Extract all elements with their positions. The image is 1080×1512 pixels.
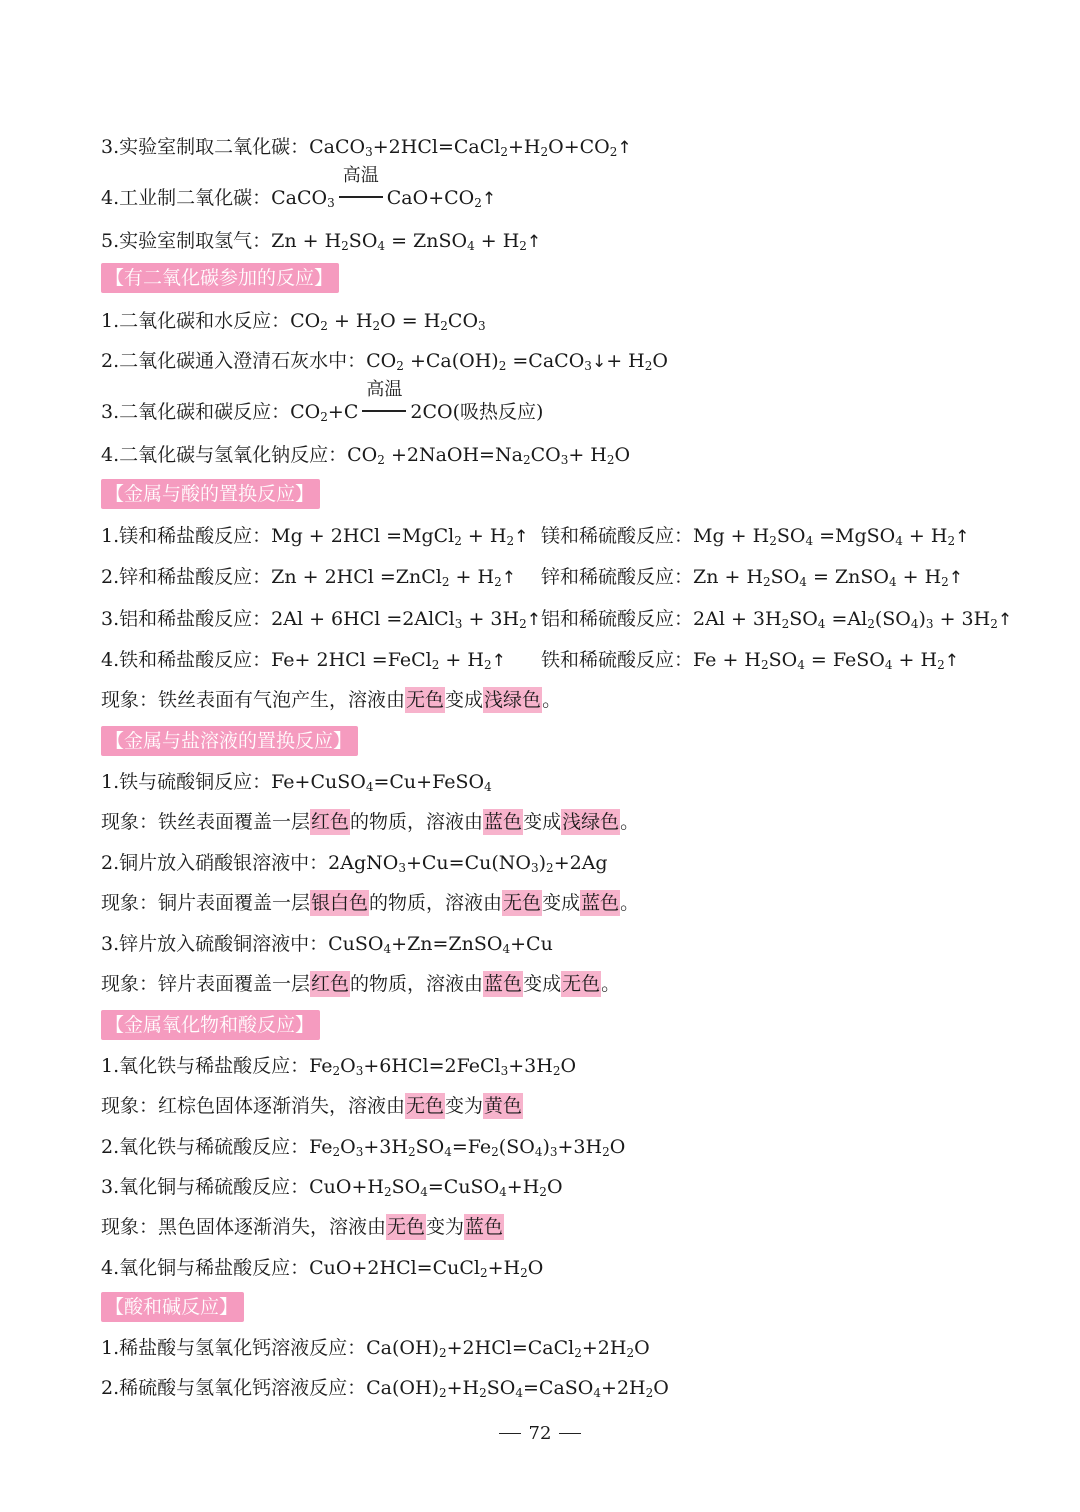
reaction-label: 3.氧化铜与稀硫酸反应： bbox=[101, 1176, 310, 1198]
reaction-line: 1.氧化铁与稀盐酸反应：$Fe_2O_3+6HCl=2FeCl_3+3H_2O$ bbox=[101, 1055, 577, 1078]
reaction-label: 1.铁与硫酸铜反应： bbox=[101, 771, 272, 793]
reaction-line: 铁和稀硫酸反应：$Fe + H_2SO_4$ = FeSO$_4$ + $H_2↑$ bbox=[541, 649, 959, 672]
reaction-label: 3.铝和稀盐酸反应： bbox=[101, 608, 272, 630]
reaction-line: 2.锌和稀盐酸反应：Zn + 2HCl =ZnCl$_2$ + $H_2↑$ bbox=[101, 566, 516, 589]
color-highlight: 红色 bbox=[311, 811, 350, 833]
observation-line: 现象：锌片表面覆盖一层红色的物质，溶液由蓝色变成无色。 bbox=[101, 973, 621, 995]
page-number: 72 bbox=[528, 1423, 552, 1444]
section-heading: 【金属氧化物和酸反应】 bbox=[101, 1010, 320, 1040]
color-highlight: 蓝色 bbox=[484, 811, 523, 833]
reaction-label: 4.二氧化碳与氢氧化钠反应： bbox=[101, 444, 348, 466]
page-footer bbox=[0, 1420, 1080, 1448]
reaction-line: 3.铝和稀盐酸反应：2Al + 6HCl =2AlCl$_3$ + $3H_2↑$ bbox=[101, 608, 541, 631]
reaction-label: 5.实验室制取氢气： bbox=[101, 230, 272, 252]
color-highlight: 蓝色 bbox=[581, 892, 620, 914]
reaction-line: 2.二氧化碳通入澄清石灰水中：$CO_2 +Ca(OH)_2$ =CaCO$_3$↓+ $H_2O$ bbox=[101, 350, 668, 373]
reaction-label: 4.铁和稀盐酸反应： bbox=[101, 649, 272, 671]
reaction-label: 4.氧化铜与稀盐酸反应： bbox=[101, 1257, 310, 1279]
reaction-line: 2.铜片放入硝酸银溶液中：$2AgNO_3+Cu=Cu(NO_3)_2+2Ag$ bbox=[101, 852, 608, 875]
color-highlight: 浅绿色 bbox=[484, 689, 542, 711]
color-highlight: 蓝色 bbox=[484, 973, 523, 995]
section-heading: 【金属与酸的置换反应】 bbox=[101, 479, 320, 509]
color-highlight: 无色 bbox=[503, 892, 542, 914]
reaction-line: 2.稀硫酸与氢氧化钙溶液反应：$Ca(OH)_2+H_2SO_4=CaSO_4+2H_2O$ bbox=[101, 1377, 669, 1400]
reaction-label: 4.工业制二氧化碳： bbox=[101, 187, 272, 209]
observation-line: 现象：铜片表面覆盖一层银白色的物质，溶液由无色变成蓝色。 bbox=[101, 892, 640, 914]
reaction-label: 铁和稀硫酸反应： bbox=[541, 649, 694, 671]
reaction-label: 1.镁和稀盐酸反应： bbox=[101, 525, 272, 547]
reaction-line: 1.铁与硫酸铜反应：Fe+CuSO$_4$=Cu+FeSO$_4$ bbox=[101, 771, 492, 794]
observation-line: 现象：铁丝表面覆盖一层红色的物质，溶液由蓝色变成浅绿色。 bbox=[101, 811, 640, 833]
reaction-label: 3.锌片放入硫酸铜溶液中： bbox=[101, 933, 329, 955]
color-highlight: 无色 bbox=[406, 689, 445, 711]
reaction-label: 锌和稀硫酸反应： bbox=[541, 566, 694, 588]
reaction-line: 5.实验室制取氢气：$Zn + H_2SO_4$ = ZnSO$_4$ + $H_2↑$ bbox=[101, 230, 542, 253]
reaction-label: 2.稀硫酸与氢氧化钙溶液反应： bbox=[101, 1377, 367, 1399]
reaction-label: 1.二氧化碳和水反应： bbox=[101, 310, 291, 332]
reaction-label: 3.实验室制取二氧化碳： bbox=[101, 136, 310, 158]
reaction-condition: 高温 bbox=[335, 184, 387, 212]
reaction-line: 2.氧化铁与稀硫酸反应：$Fe_2O_3+3H_2SO_4=Fe_2(SO_4)_3+3H_2O$ bbox=[101, 1136, 626, 1159]
reaction-line: 1.镁和稀盐酸反应：Mg + 2HCl =MgCl$_2$ + $H_2↑$ bbox=[101, 525, 529, 548]
reaction-line: 3.氧化铜与稀硫酸反应：$CuO+H_2SO_4=CuSO_4+H_2O$ bbox=[101, 1176, 563, 1199]
color-highlight: 浅绿色 bbox=[562, 811, 620, 833]
observation-line: 现象：铁丝表面有气泡产生，溶液由无色变成浅绿色。 bbox=[101, 689, 562, 711]
reaction-label: 1.稀盐酸与氢氧化钙溶液反应： bbox=[101, 1337, 367, 1359]
reaction-line: 4.工业制二氧化碳：CaCO$_3$ 高温 $CaO+CO_2↑$ bbox=[101, 165, 497, 210]
reaction-line: 1.二氧化碳和水反应：$CO_2 + H_2O = H_2CO_3$ bbox=[101, 310, 486, 333]
reaction-line: 4.二氧化碳与氢氧化钠反应：$CO_2$ $+2NaOH=Na_2CO_3+ H_2O$ bbox=[101, 444, 631, 467]
reaction-line: 1.稀盐酸与氢氧化钙溶液反应：$Ca(OH)_2+2HCl=CaCl_2+2H_2O$ bbox=[101, 1337, 650, 1360]
observation-line: 现象：黑色固体逐渐消失，溶液由无色变为蓝色 bbox=[101, 1216, 504, 1238]
reaction-line: 3.二氧化碳和碳反应：$CO_2+C$ 高温 2CO(吸热反应) bbox=[101, 379, 544, 424]
reaction-line: 4.氧化铜与稀盐酸反应：$CuO+2HCl=CuCl_2+H_2O$ bbox=[101, 1257, 544, 1280]
reaction-label: 2.二氧化碳通入澄清石灰水中： bbox=[101, 350, 367, 372]
section-heading: 【酸和碱反应】 bbox=[101, 1292, 244, 1322]
reaction-line: 镁和稀硫酸反应：$Mg + H_2SO_4$ =MgSO$_4$ + $H_2↑$ bbox=[541, 525, 970, 548]
reaction-label: 1.氧化铁与稀盐酸反应： bbox=[101, 1055, 310, 1077]
reaction-label: 3.二氧化碳和碳反应： bbox=[101, 401, 291, 423]
reaction-label: 2.锌和稀盐酸反应： bbox=[101, 566, 272, 588]
reaction-condition: 高温 bbox=[358, 398, 410, 426]
color-highlight: 黄色 bbox=[484, 1095, 523, 1117]
color-highlight: 无色 bbox=[387, 1216, 426, 1238]
section-heading: 【有二氧化碳参加的反应】 bbox=[101, 263, 339, 293]
color-highlight: 银白色 bbox=[311, 892, 369, 914]
reaction-line: 3.锌片放入硫酸铜溶液中：CuSO$_4$+Zn=ZnSO$_4$+Cu bbox=[101, 933, 553, 956]
section-heading: 【金属与盐溶液的置换反应】 bbox=[101, 726, 358, 756]
reaction-line: 3.实验室制取二氧化碳：$CaCO_3+2HCl=CaCl_2+H_2O+CO_2↑$ bbox=[101, 136, 632, 159]
color-highlight: 蓝色 bbox=[465, 1216, 504, 1238]
observation-line: 现象：红棕色固体逐渐消失，溶液由无色变为黄色 bbox=[101, 1095, 523, 1117]
color-highlight: 无色 bbox=[406, 1095, 445, 1117]
reaction-line: 铝和稀硫酸反应：$2Al + 3H_2SO_4 =Al_2(SO_4)_3$ + $3H_2↑$ bbox=[541, 608, 1013, 631]
reaction-line: 4.铁和稀盐酸反应：Fe+ 2HCl =FeCl$_2$ + $H_2↑$ bbox=[101, 649, 506, 672]
reaction-label: 2.氧化铁与稀硫酸反应： bbox=[101, 1136, 310, 1158]
reaction-line: 锌和稀硫酸反应：$Zn + H_2SO_4$ = ZnSO$_4$ + $H_2↑$ bbox=[541, 566, 964, 589]
color-highlight: 红色 bbox=[311, 973, 350, 995]
reaction-note: (吸热反应) bbox=[452, 401, 544, 423]
reaction-label: 2.铜片放入硝酸银溶液中： bbox=[101, 852, 329, 874]
reaction-label: 镁和稀硫酸反应： bbox=[541, 525, 694, 547]
reaction-label: 铝和稀硫酸反应： bbox=[541, 608, 694, 630]
color-highlight: 无色 bbox=[562, 973, 601, 995]
